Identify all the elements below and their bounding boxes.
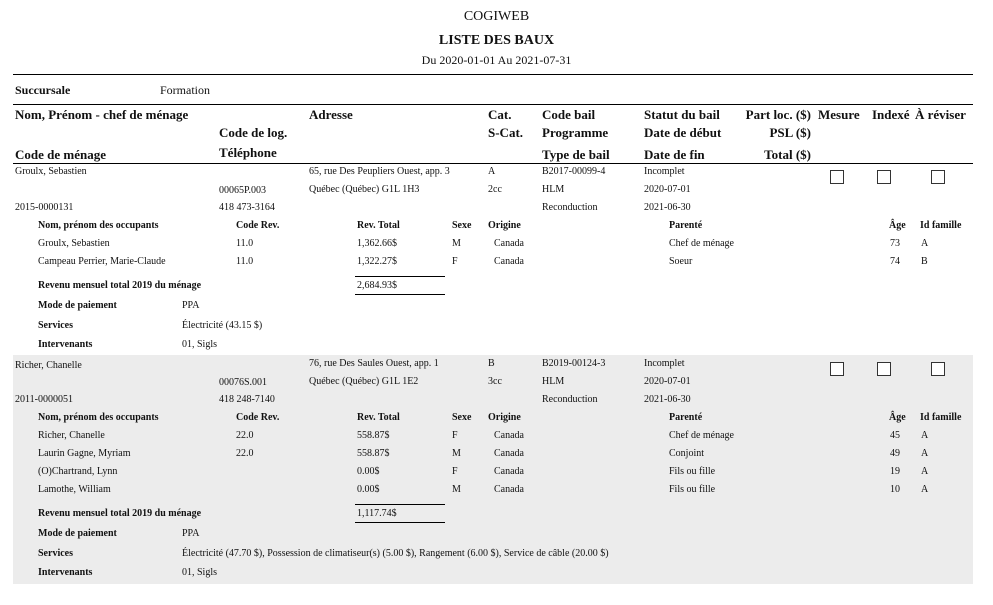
mesure-checkbox[interactable]	[830, 362, 844, 376]
telephone: 418 248-7140	[219, 394, 275, 405]
mode-label: Mode de paiement	[38, 300, 117, 311]
report-title: LISTE DES BAUX	[438, 33, 555, 48]
cat: A	[488, 166, 496, 177]
code-bail: B2017-00099-4	[542, 166, 606, 177]
occupant-name: Laurin Gagne, Myriam	[38, 448, 131, 459]
divider	[13, 74, 973, 75]
occupant-id: A	[921, 484, 929, 495]
occupant-code-rev: 22.0	[236, 430, 254, 441]
occ-col-name: Nom, prénom des occupants	[38, 412, 159, 423]
occupant-name: Campeau Perrier, Marie-Claude	[38, 256, 166, 267]
occupant-sexe: F	[452, 466, 458, 477]
occupant-age: 74	[890, 256, 900, 267]
programme: HLM	[542, 184, 565, 195]
programme: HLM	[542, 376, 565, 387]
col-telephone: Téléphone	[219, 145, 277, 160]
col-a-reviser: À réviser	[915, 107, 966, 122]
scat: 2cc	[488, 184, 502, 195]
occ-col-origine: Origine	[488, 412, 521, 423]
scat: 3cc	[488, 376, 502, 387]
occ-col-parente: Parenté	[669, 220, 703, 231]
col-nom-prenom: Nom, Prénom - chef de ménage	[15, 107, 189, 122]
occupant-age: 19	[890, 466, 900, 477]
occupant-age: 45	[890, 430, 900, 441]
col-type-bail: Type de bail	[542, 147, 610, 162]
revenu-total: 2,684.93$	[357, 280, 397, 291]
sum-line	[355, 276, 445, 277]
occ-col-code-rev: Code Rev.	[236, 412, 280, 423]
a-reviser-checkbox[interactable]	[931, 362, 945, 376]
intervenants-value: 01, Sigls	[182, 339, 218, 350]
date-debut: 2020-07-01	[644, 184, 691, 195]
occupant-id: A	[921, 430, 929, 441]
telephone: 418 473-3164	[219, 202, 275, 213]
occupant-sexe: F	[452, 256, 458, 267]
occ-col-sexe: Sexe	[452, 220, 472, 231]
occ-col-id-famille: Id famille	[920, 220, 962, 231]
type-bail: Reconduction	[542, 394, 598, 405]
occupant-code-rev: 22.0	[236, 448, 254, 459]
occupant-origine: Canada	[494, 238, 524, 249]
occupant-id: A	[921, 238, 929, 249]
date-fin: 2021-06-30	[644, 394, 691, 405]
occupant-parente: Chef de ménage	[669, 238, 734, 249]
sum-underline	[355, 294, 445, 295]
mode-label: Mode de paiement	[38, 528, 117, 539]
occupant-rev-total: 1,362.66$	[357, 238, 397, 249]
col-code-menage: Code de ménage	[15, 147, 106, 162]
occ-col-age: Âge	[889, 220, 906, 231]
occupant-age: 49	[890, 448, 900, 459]
occupant-name: Richer, Chanelle	[38, 430, 105, 441]
occ-col-rev-total: Rev. Total	[357, 412, 400, 423]
occupant-rev-total: 1,322.27$	[357, 256, 397, 267]
occupant-name: (O)Chartrand, Lynn	[38, 466, 118, 477]
col-date-fin: Date de fin	[644, 147, 705, 162]
occupant-name: Groulx, Sebastien	[38, 238, 110, 249]
occ-col-id-famille: Id famille	[920, 412, 962, 423]
branch-value: Formation	[160, 83, 210, 97]
occupant-rev-total: 558.87$	[357, 430, 390, 441]
address-line1: 65, rue Des Peupliers Ouest, app. 3	[309, 166, 450, 177]
occupant-rev-total: 558.87$	[357, 448, 390, 459]
date-fin: 2021-06-30	[644, 202, 691, 213]
occupant-origine: Canada	[494, 448, 524, 459]
report-period: Du 2020-01-01 Au 2021-07-31	[421, 53, 572, 67]
occupant-id: A	[921, 448, 929, 459]
col-programme: Programme	[542, 125, 609, 140]
occupant-age: 10	[890, 484, 900, 495]
services-label: Services	[38, 548, 73, 559]
revenu-label: Revenu mensuel total 2019 du ménage	[38, 280, 202, 291]
col-psl: PSL ($)	[769, 125, 811, 140]
intervenants-label: Intervenants	[38, 339, 93, 350]
occupant-parente: Fils ou fille	[669, 466, 716, 477]
occupant-parente: Fils ou fille	[669, 484, 716, 495]
col-total: Total ($)	[764, 147, 811, 162]
col-cat: Cat.	[488, 107, 512, 122]
statut: Incomplet	[644, 358, 685, 369]
occupant-code-rev: 11.0	[236, 256, 254, 267]
occupant-origine: Canada	[494, 466, 524, 477]
services-value: Électricité (47.70 $), Possession de climatiseur(s) (5.00 $), Rangement (6.00 $), Service de câble (20.00 $)	[182, 548, 609, 559]
occupant-parente: Chef de ménage	[669, 430, 734, 441]
occupant-id: A	[921, 466, 929, 477]
divider	[13, 104, 973, 105]
occ-col-code-rev: Code Rev.	[236, 220, 280, 231]
mesure-checkbox[interactable]	[830, 170, 844, 184]
occupant-age: 73	[890, 238, 900, 249]
occ-col-parente: Parenté	[669, 412, 703, 423]
chef-name: Richer, Chanelle	[15, 360, 82, 371]
branch-label: Succursale	[15, 83, 71, 97]
cat: B	[488, 358, 495, 369]
occupant-parente: Soeur	[669, 256, 693, 267]
date-debut: 2020-07-01	[644, 376, 691, 387]
occupant-rev-total: 0.00$	[357, 466, 380, 477]
occupant-origine: Canada	[494, 256, 524, 267]
mode-value: PPA	[182, 300, 200, 311]
services-value: Électricité (43.15 $)	[182, 320, 263, 331]
divider	[13, 163, 973, 164]
type-bail: Reconduction	[542, 202, 598, 213]
occupant-parente: Conjoint	[669, 448, 705, 459]
address-line2: Québec (Québec) G1L 1E2	[309, 376, 419, 387]
occupant-rev-total: 0.00$	[357, 484, 380, 495]
col-mesure: Mesure	[818, 107, 860, 122]
company-name: COGIWEB	[463, 9, 530, 24]
occ-col-age: Âge	[889, 412, 906, 423]
occupant-sexe: F	[452, 430, 458, 441]
sum-line	[355, 504, 445, 505]
col-date-debut: Date de début	[644, 125, 722, 140]
code-log: 00076S.001	[219, 377, 268, 388]
revenu-total: 1,117.74$	[357, 508, 397, 519]
occupant-name: Lamothe, William	[38, 484, 111, 495]
occ-col-name: Nom, prénom des occupants	[38, 220, 159, 231]
occupant-code-rev: 11.0	[236, 238, 254, 249]
col-adresse: Adresse	[309, 107, 353, 122]
a-reviser-checkbox[interactable]	[931, 170, 945, 184]
occ-col-origine: Origine	[488, 220, 521, 231]
occupant-origine: Canada	[494, 430, 524, 441]
intervenants-label: Intervenants	[38, 567, 93, 578]
col-statut: Statut du bail	[644, 107, 720, 122]
occupant-sexe: M	[452, 484, 461, 495]
occupant-origine: Canada	[494, 484, 524, 495]
intervenants-value: 01, Sigls	[182, 567, 218, 578]
services-label: Services	[38, 320, 73, 331]
col-code-bail: Code bail	[542, 107, 596, 122]
chef-name: Groulx, Sebastien	[15, 166, 87, 177]
code-menage: 2015-0000131	[15, 202, 74, 213]
occ-col-rev-total: Rev. Total	[357, 220, 400, 231]
code-log: 00065P.003	[219, 185, 266, 196]
address-line1: 76, rue Des Saules Ouest, app. 1	[309, 358, 439, 369]
code-bail: B2019-00124-3	[542, 358, 606, 369]
sum-underline	[355, 522, 445, 523]
indexe-checkbox[interactable]	[877, 362, 891, 376]
col-part-loc: Part loc. ($)	[745, 107, 811, 122]
col-scat: S-Cat.	[488, 125, 524, 140]
occupant-id: B	[921, 256, 928, 267]
col-indexe: Indexé	[872, 107, 910, 122]
occ-col-sexe: Sexe	[452, 412, 472, 423]
revenu-label: Revenu mensuel total 2019 du ménage	[38, 508, 202, 519]
mode-value: PPA	[182, 528, 200, 539]
code-menage: 2011-0000051	[15, 394, 73, 405]
indexe-checkbox[interactable]	[877, 170, 891, 184]
occupant-sexe: M	[452, 448, 461, 459]
col-code-log: Code de log.	[219, 125, 288, 140]
statut: Incomplet	[644, 166, 685, 177]
address-line2: Québec (Québec) G1L 1H3	[309, 184, 420, 195]
occupant-sexe: M	[452, 238, 461, 249]
